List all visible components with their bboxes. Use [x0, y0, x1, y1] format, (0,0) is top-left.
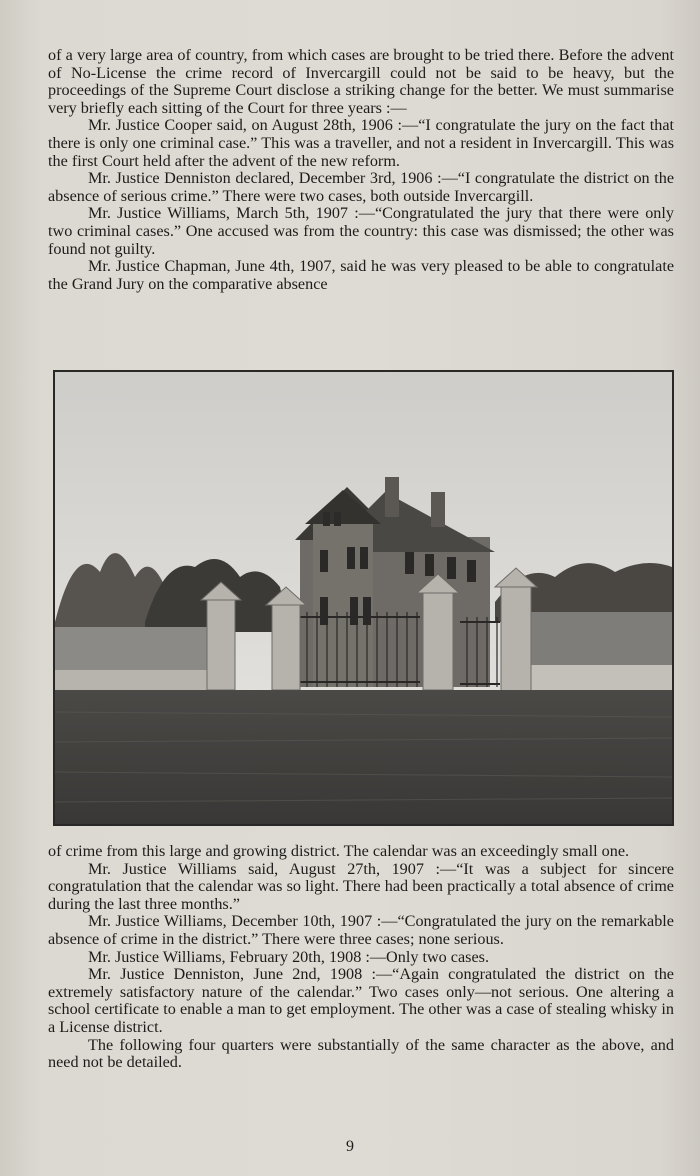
paragraph: Mr. Justice Williams said, August 27th, 1907 :—“It was a subject for sincere congratulation that the calendar was so light. There had been practically a total absence of crime during the last three months.”: [48, 859, 674, 913]
top-text-block: [48, 47, 674, 293]
paragraph: Mr. Justice Denniston, June 2nd, 1908 :—“Again congratulated the district on the extremely satisfactory nature of the calendar.” Two cases only—not serious. One altering a school certificate to enable a man to get employment. The other was a case of stealing whisky in a License district.: [48, 965, 674, 1036]
paragraph: Mr. Justice Chapman, June 4th, 1907, said he was very pleased to be able to congratulate the Grand Jury on the comparative absence: [48, 257, 674, 293]
paragraph: Mr. Justice Williams, December 10th, 1907 :—“Congratulated the jury on the remarkable absence of crime in the district.” There were three cases; none serious.: [48, 912, 674, 948]
page-number: 9: [346, 1138, 354, 1155]
bottom-text-block: [48, 843, 674, 1072]
paragraph: Mr. Justice Cooper said, on August 28th, 1906 :—“I congratulate the jury on the fact that there is only one criminal case.” This was a traveller, and not a resident in Invercargill. This was the first Court held after the advent of the new reform.: [48, 116, 674, 170]
paragraph: of crime from this large and growing district. The calendar was an exceedingly small one.: [48, 842, 630, 860]
paragraph: Mr. Justice Williams, February 20th, 1908 :—Only two cases.: [88, 947, 489, 966]
paragraph: Mr. Justice Williams, March 5th, 1907 :—“Congratulated the jury that there were only two criminal cases.” One accused was from the country: this case was dismissed; the other was found not guilty.: [48, 204, 674, 258]
paragraph: The following four quarters were substantially of the same character as the above, and need not be detailed.: [48, 1035, 674, 1072]
courthouse-photograph: [53, 370, 674, 826]
paragraph: Mr. Justice Denniston declared, December 3rd, 1906 :—“I congratulate the district on the absence of serious crime.” There were two cases, both outside Invercargill.: [48, 169, 674, 205]
paragraph: of a very large area of country, from which cases are brought to be tried there. Before the advent of No-License the crime record of Invercargill could not be said to be heavy, but the proceedings of the Supreme Court disclose a striking change for the better. We must summarise very briefly each sitting of the Court for three years :—: [48, 46, 674, 117]
photo-illustration: [55, 372, 672, 824]
